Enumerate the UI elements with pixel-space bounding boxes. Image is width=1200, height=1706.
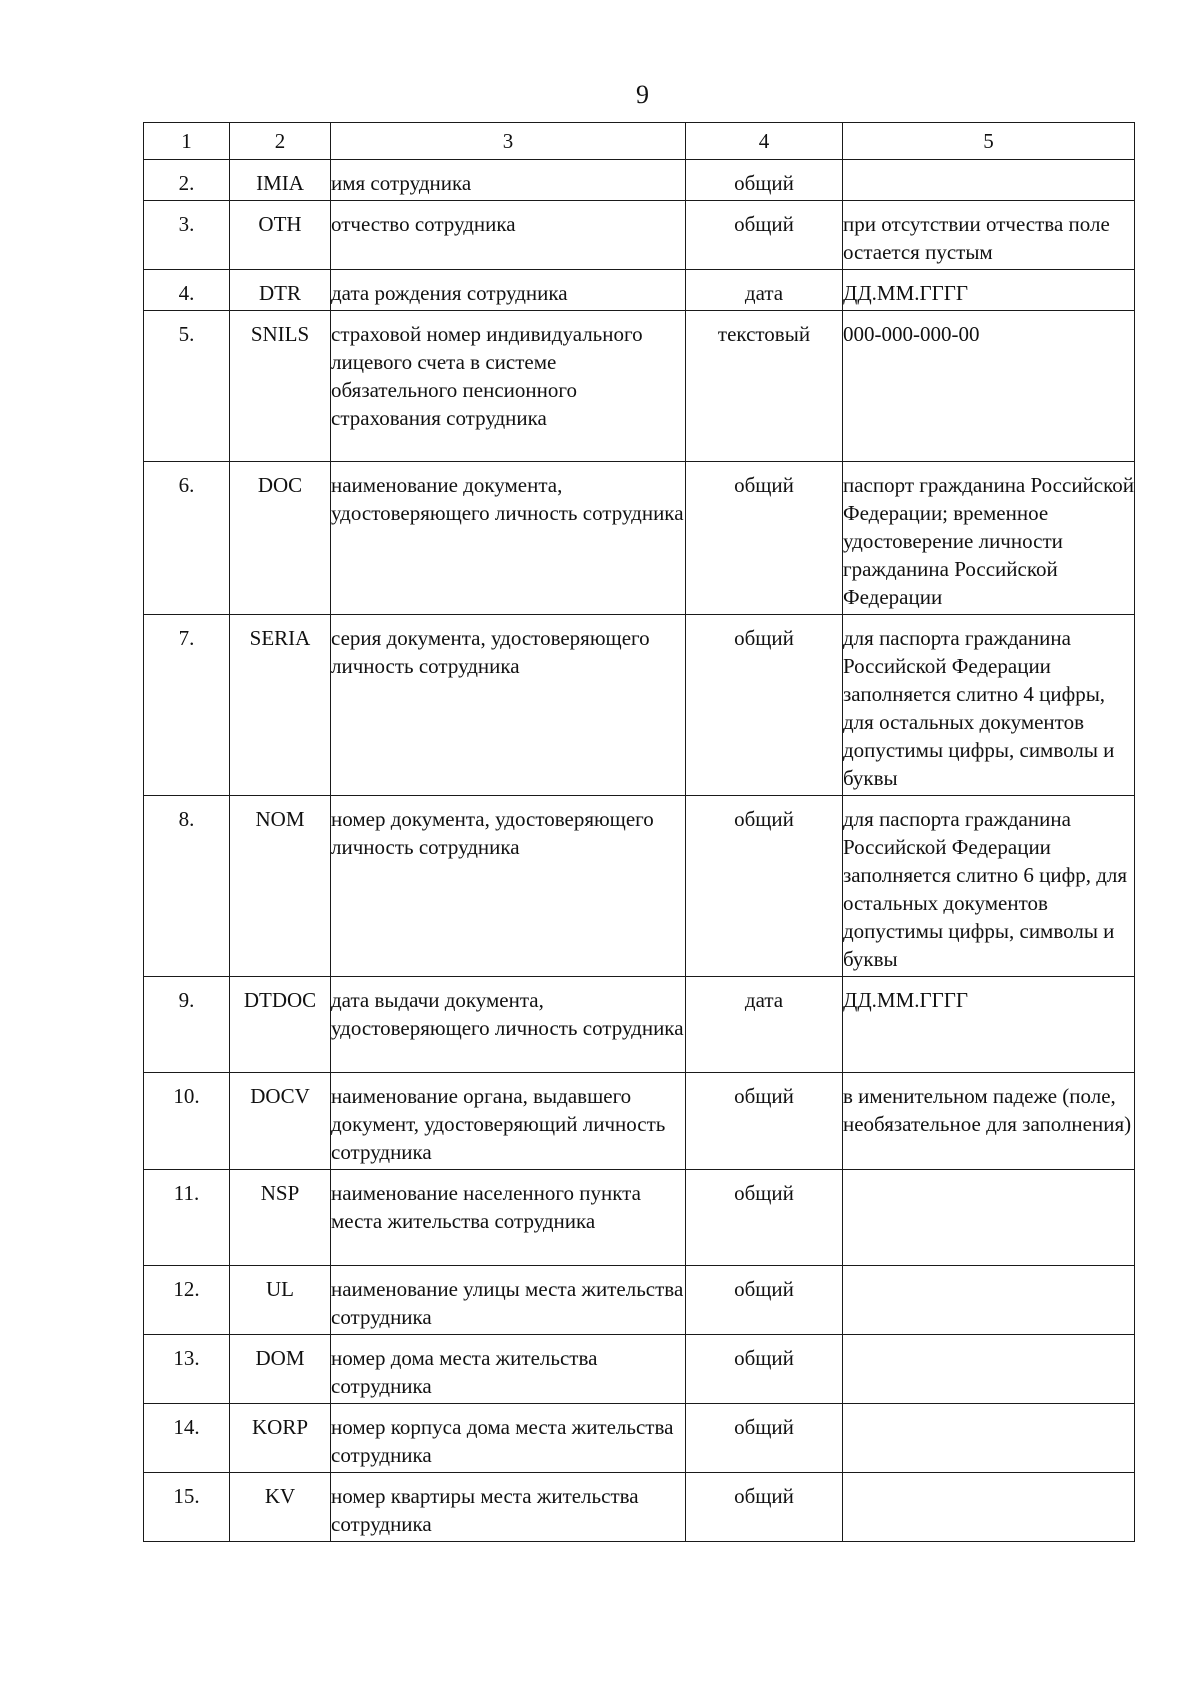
field-code: KORP — [230, 1404, 331, 1473]
field-code: SERIA — [230, 615, 331, 796]
field-code: DOM — [230, 1335, 331, 1404]
table-row — [144, 1266, 1135, 1335]
table-row — [144, 311, 1135, 462]
row-number: 11. — [144, 1170, 230, 1266]
row-number: 12. — [144, 1266, 230, 1335]
field-note: паспорт гражданина Российской Федерации; временное удостоверение личности гражданина Российской Федерации — [843, 462, 1135, 615]
row-number: 15. — [144, 1473, 230, 1542]
field-code: DOC — [230, 462, 331, 615]
field-type: дата — [686, 977, 843, 1073]
field-description: страховой номер индивидуального лицевого счета в системе обязательного пенсионного страхования сотрудника — [331, 311, 686, 462]
field-type: общий — [686, 201, 843, 270]
field-type: общий — [686, 462, 843, 615]
header-cell: 1 — [144, 123, 230, 160]
table-row — [144, 796, 1135, 977]
table-row — [144, 615, 1135, 796]
field-code: KV — [230, 1473, 331, 1542]
field-note — [843, 1335, 1135, 1404]
row-number: 10. — [144, 1073, 230, 1170]
field-note: 000-000-000-00 — [843, 311, 1135, 462]
field-code: IMIA — [230, 160, 331, 201]
field-type: общий — [686, 615, 843, 796]
fields-table — [143, 122, 1135, 1542]
table-row — [144, 1473, 1135, 1542]
field-type: общий — [686, 1404, 843, 1473]
field-description: наименование органа, выдавшего документ, удостоверяющий личность сотрудника — [331, 1073, 686, 1170]
field-code: NOM — [230, 796, 331, 977]
row-number: 13. — [144, 1335, 230, 1404]
field-description: номер квартиры места жительства сотрудника — [331, 1473, 686, 1542]
table-row — [144, 270, 1135, 311]
field-description: наименование документа, удостоверяющего личность сотрудника — [331, 462, 686, 615]
header-cell: 3 — [331, 123, 686, 160]
field-note: для паспорта гражданина Российской Федерации заполняется слитно 6 цифр, для остальных документов допустимы цифры, символы и буквы — [843, 796, 1135, 977]
field-type: общий — [686, 1266, 843, 1335]
row-number: 2. — [144, 160, 230, 201]
table-header-row — [144, 123, 1135, 160]
field-description: наименование улицы места жительства сотрудника — [331, 1266, 686, 1335]
field-note: для паспорта гражданина Российской Федерации заполняется слитно 4 цифры, для остальных документов допустимы цифры, символы и буквы — [843, 615, 1135, 796]
row-number: 5. — [144, 311, 230, 462]
field-description: дата рождения сотрудника — [331, 270, 686, 311]
field-description: серия документа, удостоверяющего личность сотрудника — [331, 615, 686, 796]
field-type: дата — [686, 270, 843, 311]
field-note: в именительном падеже (поле, необязательное для заполнения) — [843, 1073, 1135, 1170]
field-type: общий — [686, 1073, 843, 1170]
field-note — [843, 1473, 1135, 1542]
table-row — [144, 1335, 1135, 1404]
row-number: 3. — [144, 201, 230, 270]
field-description: номер дома места жительства сотрудника — [331, 1335, 686, 1404]
table-row — [144, 977, 1135, 1073]
field-type: общий — [686, 1335, 843, 1404]
field-description: отчество сотрудника — [331, 201, 686, 270]
field-note: ДД.ММ.ГГГГ — [843, 977, 1135, 1073]
field-code: UL — [230, 1266, 331, 1335]
header-cell: 5 — [843, 123, 1135, 160]
field-description: наименование населенного пункта места жительства сотрудника — [331, 1170, 686, 1266]
header-cell: 4 — [686, 123, 843, 160]
row-number: 9. — [144, 977, 230, 1073]
field-note: при отсутствии отчества поле остается пустым — [843, 201, 1135, 270]
field-code: DTR — [230, 270, 331, 311]
table-row — [144, 1404, 1135, 1473]
field-code: DOCV — [230, 1073, 331, 1170]
table-row — [144, 201, 1135, 270]
field-note — [843, 1404, 1135, 1473]
row-number: 8. — [144, 796, 230, 977]
field-type: текстовый — [686, 311, 843, 462]
field-code: OTH — [230, 201, 331, 270]
page-number: 9 — [636, 80, 649, 109]
field-description: имя сотрудника — [331, 160, 686, 201]
field-type: общий — [686, 796, 843, 977]
field-code: DTDOC — [230, 977, 331, 1073]
field-note — [843, 1266, 1135, 1335]
field-type: общий — [686, 160, 843, 201]
table-row — [144, 1170, 1135, 1266]
field-note — [843, 1170, 1135, 1266]
field-type: общий — [686, 1473, 843, 1542]
field-type: общий — [686, 1170, 843, 1266]
table-row — [144, 1073, 1135, 1170]
row-number: 6. — [144, 462, 230, 615]
table-row — [144, 462, 1135, 615]
field-code: SNILS — [230, 311, 331, 462]
row-number: 14. — [144, 1404, 230, 1473]
header-cell: 2 — [230, 123, 331, 160]
field-description: номер документа, удостоверяющего личность сотрудника — [331, 796, 686, 977]
field-description: номер корпуса дома места жительства сотрудника — [331, 1404, 686, 1473]
table-row — [144, 160, 1135, 201]
field-description: дата выдачи документа, удостоверяющего личность сотрудника — [331, 977, 686, 1073]
row-number: 4. — [144, 270, 230, 311]
field-note — [843, 160, 1135, 201]
row-number: 7. — [144, 615, 230, 796]
field-note: ДД.ММ.ГГГГ — [843, 270, 1135, 311]
field-code: NSP — [230, 1170, 331, 1266]
